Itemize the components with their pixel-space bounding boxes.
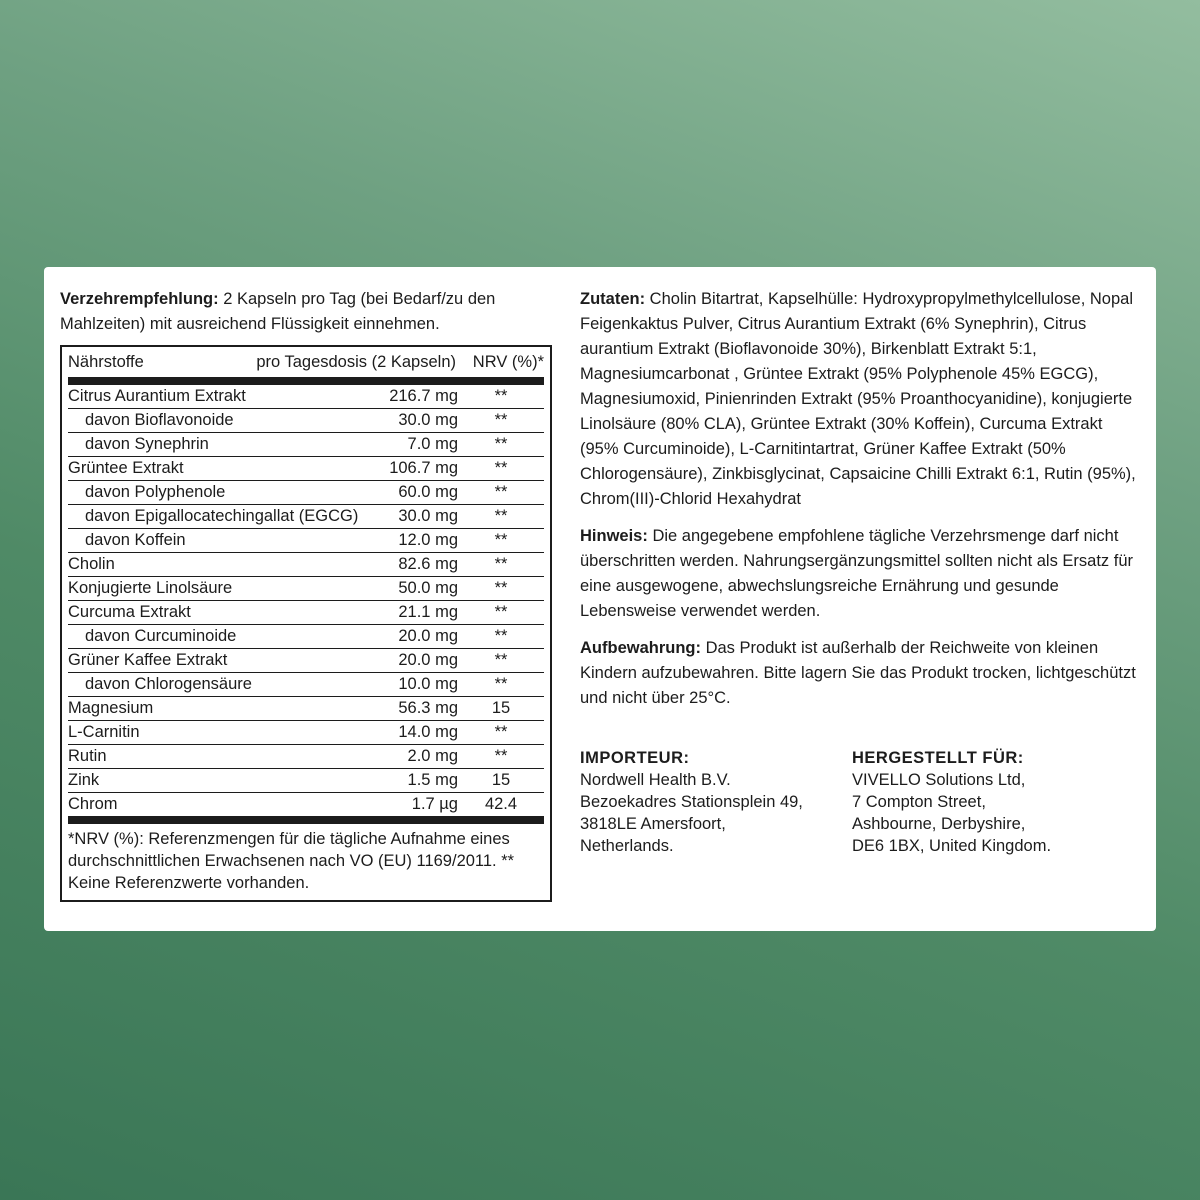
- nutrient-amount: 56.3 mg: [398, 699, 458, 717]
- manufacturer-block: [852, 747, 1132, 857]
- nutrient-name: davon Epigallocatechingallat (EGCG): [85, 507, 359, 525]
- nutrient-name: L-Carnitin: [68, 723, 140, 741]
- nutrient-amount: 10.0 mg: [398, 675, 458, 693]
- nutrient-nrv: **: [494, 555, 508, 573]
- manufacturer-line: VIVELLO Solutions Ltd,: [852, 771, 1026, 789]
- storage-section: [580, 636, 1140, 711]
- manufacturer-heading: HERGESTELLT FÜR:: [852, 749, 1024, 767]
- nutrient-amount: 1.5 mg: [407, 771, 458, 789]
- nutrient-name: Curcuma Extrakt: [68, 603, 191, 621]
- nrv-footnote: *NRV (%): Referenzmengen für die tägliche Aufnahme eines durchschnittlichen Erwachsenen nach VO (EU) 1169/2011. ** Keine Referenzwerte vorhanden.: [68, 830, 515, 892]
- nutrient-name: davon Polyphenole: [85, 483, 226, 501]
- nutrient-amount: 50.0 mg: [398, 579, 458, 597]
- nutrient-name: davon Curcuminoide: [85, 627, 237, 645]
- header-nutrients: Nährstoffe: [68, 352, 144, 371]
- nutrient-nrv: **: [494, 651, 508, 669]
- nutrient-amount: 12.0 mg: [398, 531, 458, 549]
- table-row: [68, 721, 544, 745]
- nutrient-name: davon Synephrin: [85, 435, 209, 453]
- nutrient-nrv: **: [494, 459, 508, 477]
- table-row: [68, 697, 544, 721]
- nutrient-nrv: **: [494, 603, 508, 621]
- ingredients-section: [580, 287, 1140, 512]
- nutrient-name: davon Chlorogensäure: [85, 675, 252, 693]
- nutrient-nrv: **: [494, 579, 508, 597]
- nutrient-nrv: **: [494, 627, 508, 645]
- nutrient-name: Citrus Aurantium Extrakt: [68, 387, 246, 405]
- storage-text: Das Produkt ist außerhalb der Reichweite von kleinen Kindern aufzubewahren. Bitte lagern Sie das Produkt trocken, lichtgeschützt und nicht über 25°C.: [580, 639, 1136, 707]
- nutrient-amount: 14.0 mg: [398, 723, 458, 741]
- nutrient-amount: 106.7 mg: [389, 459, 458, 477]
- manufacturer-line: Ashbourne, Derbyshire,: [852, 815, 1026, 833]
- importer-line: 3818LE Amersfoort,: [580, 815, 726, 833]
- nutrient-nrv: **: [494, 507, 508, 525]
- header-nrv: NRV (%)*: [472, 352, 544, 371]
- nutrient-amount: 216.7 mg: [389, 387, 458, 405]
- table-row: [68, 601, 544, 625]
- table-row: [68, 481, 544, 505]
- table-row: [68, 649, 544, 673]
- nutrient-nrv: 15: [491, 771, 511, 789]
- notice-section: [580, 524, 1140, 624]
- nutrient-name: Zink: [68, 771, 100, 789]
- table-row: [68, 673, 544, 697]
- table-row: [68, 529, 544, 553]
- left-column: [60, 287, 552, 902]
- nutrient-name: Grüntee Extrakt: [68, 459, 184, 477]
- importer-line: Nordwell Health B.V.: [580, 771, 731, 789]
- table-row: [68, 433, 544, 457]
- nutrient-name: Chrom: [68, 795, 118, 813]
- right-column: [580, 287, 1140, 857]
- nutrient-amount: 2.0 mg: [407, 747, 458, 765]
- dosage-recommendation: [60, 287, 552, 337]
- dosage-text: 2 Kapseln pro Tag (bei Bedarf/zu den Mahlzeiten) mit ausreichend Flüssigkeit einnehmen.: [60, 290, 496, 333]
- nutrient-nrv: **: [494, 747, 508, 765]
- ingredients-label: Zutaten:: [580, 290, 646, 308]
- table-row: [68, 553, 544, 577]
- nutrient-name: Grüner Kaffee Extrakt: [68, 651, 228, 669]
- table-row: [68, 385, 544, 409]
- notice-label: Hinweis:: [580, 527, 648, 545]
- nutrient-name: davon Bioflavonoide: [85, 411, 234, 429]
- nutrient-amount: 20.0 mg: [398, 627, 458, 645]
- nutrient-name: Konjugierte Linolsäure: [68, 579, 233, 597]
- importer-block: [580, 747, 852, 857]
- importer-line: Bezoekadres Stationsplein 49,: [580, 793, 803, 811]
- nutrient-nrv: **: [494, 675, 508, 693]
- label-card: [44, 267, 1156, 931]
- nutrient-amount: 1.7 µg: [411, 795, 458, 813]
- table-row: [68, 505, 544, 529]
- nutrient-nrv: 42.4: [484, 795, 518, 813]
- table-row: [68, 577, 544, 601]
- nutrient-name: Rutin: [68, 747, 107, 765]
- nutrient-amount: 60.0 mg: [398, 483, 458, 501]
- header-daily-dose: pro Tagesdosis (2 Kapseln): [256, 352, 456, 371]
- nutrient-amount: 7.0 mg: [407, 435, 458, 453]
- nutrient-nrv: **: [494, 723, 508, 741]
- table-row: [68, 409, 544, 433]
- nutrient-nrv: **: [494, 411, 508, 429]
- dosage-label: Verzehrempfehlung:: [60, 290, 219, 308]
- nutrient-nrv: **: [494, 531, 508, 549]
- table-row: [68, 793, 544, 824]
- nutrition-table: [60, 345, 552, 902]
- table-row: [68, 625, 544, 649]
- nutrient-nrv: **: [494, 387, 508, 405]
- nutrient-nrv: **: [494, 483, 508, 501]
- addresses: [580, 747, 1140, 857]
- importer-line: Netherlands.: [580, 837, 674, 855]
- nutrient-amount: 30.0 mg: [398, 411, 458, 429]
- nutrient-nrv: **: [494, 435, 508, 453]
- table-row: [68, 769, 544, 793]
- nutrient-name: Cholin: [68, 555, 115, 573]
- nutrition-table-header: [68, 347, 544, 385]
- nutrient-amount: 20.0 mg: [398, 651, 458, 669]
- nutrient-name: Magnesium: [68, 699, 154, 717]
- ingredients-text: Cholin Bitartrat, Kapselhülle: Hydroxypropylmethylcellulose, Nopal Feigenkaktus Pulver, Citrus Aurantium Extrakt (6% Synephrin), Citrus aurantium Extrakt (Bioflavonoide 30%), Birkenblatt Extrakt 5:1, Magnesiumcarbonat , Grüntee Extrakt (95% Polyphenole 45% EGCG), Magnesiumoxid, Pinienrinden Extrakt (95% Proanthocyanidine), konjugierte Linolsäure (80% CLA), Grüntee Extrakt (30% Koffein), Curcuma Extrakt (95% Curcuminoide), L-Carnitintartrat, Grüner Kaffee Extrakt (50% Chlorogensäure), Zinkbisglycinat, Capsaicine Chilli Extrakt 6:1, Rutin (95%), Chrom(III)-Chlorid Hexahydrat: [580, 290, 1136, 508]
- nutrient-amount: 82.6 mg: [398, 555, 458, 573]
- nutrient-nrv: 15: [491, 699, 511, 717]
- nutrition-rows: [68, 385, 544, 824]
- table-row: [68, 745, 544, 769]
- nutrient-amount: 30.0 mg: [398, 507, 458, 525]
- table-row: [68, 457, 544, 481]
- notice-text: Die angegebene empfohlene tägliche Verzehrsmenge darf nicht überschritten werden. Nahrungsergänzungsmittel sollten nicht als Ersatz für eine ausgewogene, abwechslungsreiche Ernährung und gesunde Lebensweise verwendet werden.: [580, 527, 1134, 620]
- manufacturer-line: 7 Compton Street,: [852, 793, 986, 811]
- nutrient-name: davon Koffein: [85, 531, 186, 549]
- manufacturer-line: DE6 1BX, United Kingdom.: [852, 837, 1052, 855]
- importer-heading: IMPORTEUR:: [580, 749, 690, 767]
- nutrient-amount: 21.1 mg: [398, 603, 458, 621]
- storage-label: Aufbewahrung:: [580, 639, 701, 657]
